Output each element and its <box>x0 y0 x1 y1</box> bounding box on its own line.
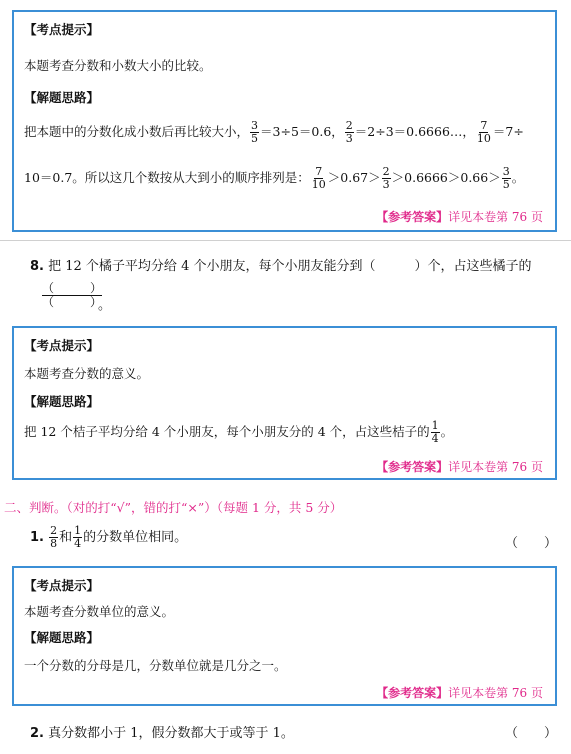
reference-label: 【参考答案】 <box>376 210 449 224</box>
solution-text: 。 <box>511 170 525 185</box>
answer-box-3 <box>12 566 557 706</box>
fraction <box>49 525 58 550</box>
blank-fraction[interactable] <box>42 282 102 309</box>
reference-label: 【参考答案】 <box>376 460 449 474</box>
numerator: 7 <box>480 119 488 132</box>
fraction <box>476 120 492 145</box>
reference-page: 详见本卷第 76 页 <box>448 686 543 700</box>
blank-denominator[interactable]: （ ） <box>42 295 103 309</box>
solution-heading: 【解题思路】 <box>24 630 100 645</box>
exam-point-heading: 【考点提示】 <box>24 22 100 37</box>
question-text: 真分数都小于 1，假分数都大于或等于 1。 <box>48 726 294 741</box>
exam-point-text: 本题考查分数和小数大小的比较。 <box>24 58 212 73</box>
fraction <box>502 166 511 191</box>
denominator: 10 <box>311 178 326 191</box>
solution-line-1 <box>24 120 524 145</box>
solution-text: 10＝0.7。所以这几个数按从大到小的顺序排列是： <box>24 170 310 185</box>
question-number: 8. <box>30 259 44 274</box>
solution-text: ＝3÷5＝0.6， <box>260 124 344 139</box>
solution-text: ＞0.67＞ <box>327 170 381 185</box>
fraction <box>382 166 391 191</box>
exam-point-text: 本题考查分数的意义。 <box>24 366 150 381</box>
solution-heading: 【解题思路】 <box>24 394 100 409</box>
divider <box>0 240 571 241</box>
denominator: 8 <box>50 537 58 550</box>
solution-text: 。 <box>440 424 454 439</box>
denominator: 10 <box>476 132 491 145</box>
question-text: 的分数单位相同。 <box>83 530 188 545</box>
numerator: 2 <box>50 524 58 537</box>
numerator: 1 <box>74 524 82 537</box>
numerator: 1 <box>431 419 439 432</box>
reference-page: 详见本卷第 76 页 <box>448 460 543 474</box>
reference-page: 详见本卷第 76 页 <box>448 210 543 224</box>
exam-point-heading: 【考点提示】 <box>24 578 100 593</box>
answer-box-2 <box>12 326 557 480</box>
solution-text: ＞0.6666＞0.66＞ <box>391 170 501 185</box>
judgment-2 <box>30 722 294 741</box>
question-number: 2. <box>30 726 44 741</box>
denominator: 4 <box>431 432 439 445</box>
blank-numerator[interactable]: （ ） <box>42 281 103 295</box>
numerator: 3 <box>502 165 510 178</box>
denominator: 5 <box>502 178 510 191</box>
solution-line-1: 一个分数的分母是几，分数单位就是几分之一。 <box>24 658 287 673</box>
question-text: 把 12 个橘子平均分给 4 个小朋友，每个小朋友能分到（ ）个，占这些橘子的 <box>48 259 532 274</box>
solution-text: ＝2÷3＝0.6666…， <box>354 124 475 139</box>
denominator: 5 <box>251 132 259 145</box>
exam-point-text: 本题考查分数单位的意义。 <box>24 604 175 619</box>
answer-blank[interactable]: （ ） <box>504 536 557 551</box>
numerator: 3 <box>251 119 259 132</box>
reference-label: 【参考答案】 <box>376 686 449 700</box>
solution-line-2 <box>24 166 524 191</box>
section-title: 二、判断。（对的打“√”，错的打“×”）（每题 1 分，共 5 分） <box>4 500 343 515</box>
fraction <box>250 120 259 145</box>
question-number: 1. <box>30 530 44 545</box>
solution-text: 把 12 个桔子平均分给 4 个小朋友，每个小朋友分的 4 个，占这些桔子的 <box>24 424 430 439</box>
denominator: 4 <box>74 537 82 550</box>
question-text: 和 <box>59 530 73 545</box>
question-end: 。 <box>98 298 112 313</box>
numerator: 7 <box>315 165 323 178</box>
solution-text: 把本题中的分数化成小数后再比较大小， <box>24 124 250 139</box>
reference-answer[interactable] <box>376 458 543 475</box>
fraction <box>431 420 440 445</box>
denominator: 3 <box>345 132 353 145</box>
solution-line-1 <box>24 420 453 445</box>
denominator: 3 <box>382 178 390 191</box>
fraction <box>73 525 82 550</box>
numerator: 2 <box>345 119 353 132</box>
solution-text: ＝7÷ <box>492 124 524 139</box>
answer-box-1 <box>12 10 557 232</box>
numerator: 2 <box>382 165 390 178</box>
judgment-1 <box>30 525 187 550</box>
question-8 <box>30 255 531 274</box>
exam-point-heading: 【考点提示】 <box>24 338 100 353</box>
fraction <box>311 166 327 191</box>
answer-blank[interactable]: （ ） <box>504 726 557 741</box>
reference-answer[interactable] <box>376 684 543 701</box>
fraction <box>345 120 354 145</box>
solution-heading: 【解题思路】 <box>24 90 100 105</box>
reference-answer[interactable] <box>376 208 543 225</box>
